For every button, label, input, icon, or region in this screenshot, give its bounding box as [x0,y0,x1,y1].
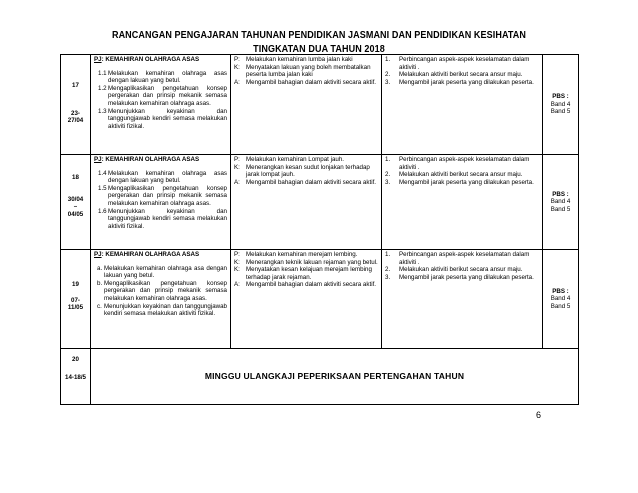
list-item [234,259,378,267]
list-item-marker: A: [234,78,240,86]
list-item [94,303,227,318]
list-item [94,170,227,185]
objectives-cell [91,55,231,155]
activities-cell [231,55,382,155]
list-item-text: Mengaplikasikan pengetahuan konsep pergerakan dan prinsip mekanik semasa melakukan kemahiran olahraga asas. [108,184,227,207]
list-item-marker: b. [97,279,103,287]
document-title: RANCANGAN PENGAJARAN TAHUNAN PENDIDIKAN JASMANI DAN PENDIDIKAN KESIHATAN [111,29,527,41]
list-item [234,281,378,289]
list-item-marker: 2. [385,266,391,274]
list-item-marker: 1.4 [98,169,107,177]
list-item-marker: P: [234,56,240,63]
list-item-marker: 1.6 [98,207,107,215]
week-cell [61,55,91,155]
list-item-text: Mengambil jarak peserta yang dilakukan peserta. [399,273,534,281]
list-item [385,274,539,282]
activities-cell [231,250,382,349]
list-item [234,179,378,187]
list-item [385,251,539,266]
pbs-cell [543,155,579,250]
list-item-marker: c. [97,302,102,310]
list-item-text: Menunjukkan keyakinan dan tanggungjawab kendiri semasa melakukan aktiviti fizikal. [108,207,227,230]
list-item [234,266,378,281]
list-item-marker: 1. [385,251,391,258]
list-item [234,56,378,64]
list-item-text: Mengambil bahagian dalam aktiviti secara aktif. [246,281,377,289]
list-item-text: Menerangkan teknik lakuan rejaman yang betul. [246,258,378,266]
unit-title: PJ: KEMAHIRAN OLAHRAGA ASAS [94,156,200,163]
list-item-text: Mengaplikasikan pengetahuan konsep pergerakan dan prinsip mekanik semasa melakukan kemahiran olahraga asas. [108,84,227,107]
pbs-cell [543,250,579,349]
activity-list [234,251,378,289]
week-dates: 07-11/05 [67,296,84,312]
list-item [385,171,539,179]
list-item [385,56,539,71]
pbs-label: PBS : [552,190,569,198]
list-item-marker: P: [234,156,240,163]
week-dates: 30/04 [67,195,84,203]
list-item-marker: A: [234,281,240,289]
pbs-label: PBS : [552,287,569,295]
evaluation-cell [382,55,543,155]
list-item-marker: 1.2 [98,84,107,92]
evaluation-cell [382,250,543,349]
list-item [385,266,539,274]
week-dates: 04/05 [67,210,84,218]
list-item-text: Melakukan aktiviti berikut secara ansur maju. [399,71,523,79]
table-row-exam [61,349,579,405]
exam-week-label: MINGGU ULANGKAJI PEPERIKSAAN PERTENGAHAN TAHUN [91,349,579,405]
list-item-marker: K: [234,258,240,266]
list-item [94,265,227,280]
list-item [234,64,378,79]
list-item-text: Menunjukkan keyakinan dan tanggungjawab kendiri semasa melakukan aktiviti fizikal. [104,302,227,318]
list-item-text: Perbincangan aspek-aspek keselamatan dalam aktiviti . [399,56,530,71]
list-item-text: Mengambil jarak peserta yang dilakukan peserta. [399,178,534,186]
lesson-plan-table [60,54,579,405]
week-cell [61,250,91,349]
list-item [94,85,227,108]
pbs-label: PBS : [552,93,569,101]
list-item-text: Melakukan aktiviti berikut secara ansur maju. [399,266,523,274]
week-dates-dash: – [73,203,78,211]
list-item-text: Melakukan aktiviti berikut secara ansur maju. [399,171,523,179]
unit-title: PJ: KEMAHIRAN OLAHRAGA ASAS [94,251,200,258]
evaluation-list [385,251,539,281]
list-item [385,179,539,187]
week-cell [61,349,91,405]
pbs-band: Band 5 [550,302,571,310]
pbs-band: Band 5 [550,205,571,213]
week-number: 18 [72,174,79,181]
week-dates: 14-18/5 [65,373,86,381]
table-row [61,250,579,349]
list-item [385,71,539,79]
list-item-marker: P: [234,251,240,258]
list-item-marker: 2. [385,71,391,79]
objectives-cell [91,155,231,250]
list-item-marker: 1. [385,156,391,163]
activities-cell [231,155,382,250]
objective-list [94,170,227,231]
evaluation-list [385,56,539,86]
document-subtitle: TINGKATAN DUA TAHUN 2018 [253,43,385,55]
list-item-text: Mengaplikasikan pengetahuan konsep pergerakan dan prinsip mekanik semasa melakukan kemahiran olahraga asas. [104,279,227,302]
list-item-text: Menyatakan lakuan yang boleh membatalkan peserta lumba jalan kaki [246,63,371,79]
list-item [94,70,227,85]
list-item [234,164,378,179]
list-item-text: Mengambil jarak peserta yang dilakukan peserta. [399,78,534,86]
activity-list [234,56,378,86]
list-item-marker: 1.5 [98,184,107,192]
week-dates: 23-27/04 [67,109,84,125]
week-cell [61,155,91,250]
list-item-marker: K: [234,266,240,274]
list-item-marker: a. [97,264,103,272]
activity-list [234,156,378,186]
list-item [234,79,378,87]
list-item-text: Menyatakan kesan kelajuan merejam lembing terhadap jarak rejaman. [246,266,372,281]
week-number: 19 [72,281,79,288]
list-item [385,79,539,87]
pbs-band: Band 4 [550,295,571,303]
list-item-marker: 3. [385,78,391,86]
list-item [385,156,539,171]
list-item-marker: 3. [385,178,391,186]
list-item-text: Menunjukkan keyakinan dan tanggungjawab kendiri semasa melakukan aktiviti fizikal. [108,107,227,130]
list-item-text: Mengambil bahagian dalam aktiviti secara aktif. [246,78,377,86]
objective-list [94,70,227,131]
list-item-marker: 1.1 [98,69,107,77]
evaluation-cell [382,155,543,250]
week-number: 17 [72,82,79,89]
list-item-marker: 2. [385,171,391,179]
list-item-marker: 1. [385,56,391,63]
list-item-text: Melakukan kemahiran Lompat jauh. [246,156,345,163]
table-row [61,155,579,250]
list-item [94,280,227,303]
list-item [94,185,227,208]
list-item-text: Perbincangan aspek-aspek keselamatan dalam aktiviti . [399,251,530,266]
list-item-text: Melakukan kemahiran olahraga asas dengan lakuan yang betul. [108,169,227,185]
list-item [94,208,227,231]
pbs-band: Band 4 [550,198,571,206]
unit-title: PJ: KEMAHIRAN OLAHRAGA ASAS [94,56,200,63]
list-item-marker: 1.3 [98,107,107,115]
list-item-text: Mengambil bahagian dalam aktiviti secara aktif. [246,178,377,186]
list-item-text: Melakukan kemahiran lumba jalan kaki [246,56,353,63]
list-item-text: Perbincangan aspek-aspek keselamatan dalam aktiviti . [399,156,530,171]
list-item-marker: K: [234,63,240,71]
list-item [94,108,227,131]
evaluation-list [385,156,539,186]
week-number: 20 [72,356,79,363]
objectives-cell [91,250,231,349]
table-row [61,55,579,155]
pbs-cell [543,55,579,155]
list-item-marker: K: [234,163,240,171]
list-item-marker: A: [234,178,240,186]
pbs-band: Band 5 [550,108,571,116]
pbs-band: Band 4 [550,100,571,108]
list-item-marker: 3. [385,273,391,281]
list-item [234,251,378,259]
page-number: 6 [536,410,542,420]
list-item-text: Melakukan kemahiran olahraga asas dengan lakuan yang betul. [108,69,227,85]
list-item-text: Melakukan kemahiran merejam lembing. [246,251,358,258]
list-item [234,156,378,164]
list-item-text: Menerangkan kesan sudut lonjakan terhadap jarak lompat jauh. [246,163,370,179]
list-item-text: Melakukan kemahiran olahraga asa dengan lakuan yang betul. [104,264,227,280]
objective-list [94,265,227,318]
